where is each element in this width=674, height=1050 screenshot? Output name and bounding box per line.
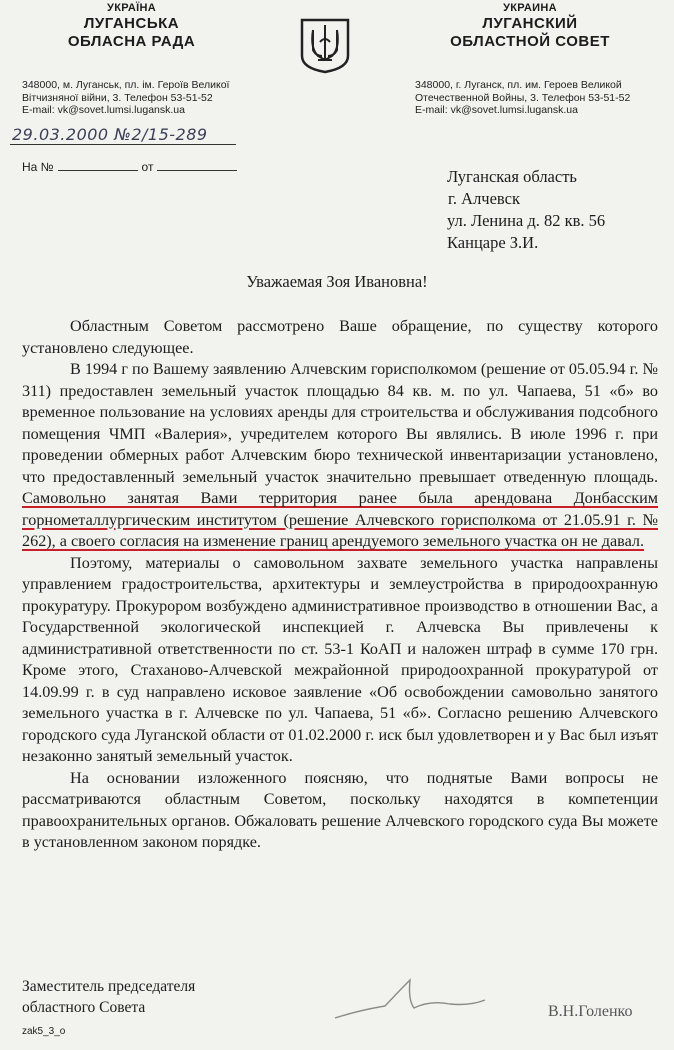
ref-ot-label: от xyxy=(141,160,154,174)
address-right-email: E-mail: vk@sovet.lumsi.lugansk.ua xyxy=(415,104,578,116)
greeting: Уважаемая Зоя Ивановна! xyxy=(246,272,428,291)
header-right-org-line2: ОБЛАСТНОЙ СОВЕТ xyxy=(450,33,610,50)
address-left-line1: 348000, м. Луганськ, пл. ім. Героїв Великої xyxy=(22,79,230,91)
header-left-org-line2: ОБЛАСНА РАДА xyxy=(67,33,196,50)
header-right-org-line1: ЛУГАНСКИЙ xyxy=(482,15,578,32)
recipient-line3: ул. Ленина д. 82 кв. 56 xyxy=(447,211,606,230)
address-left-email: E-mail: vk@sovet.lumsi.lugansk.ua xyxy=(22,104,185,116)
recipient-line4: Канцаре З.И. xyxy=(447,233,539,252)
paragraph-3: Поэтому, материалы о самовольном захвате земельного участка направлены управлением градостроительства, архитектуры и землеустройства в природоохранную прокуратуру. Прокурором возбуждено административное производство в отношении Вас, а Государственной экологической инспекцией г. Алчевска Вы привлечены к административной ответственности по ст. 53-1 КоАП и наложен штраф в сумме 170 грн. Кроме этого, Стаханово-Алчевской межрайонной природоохранной прокуратурой от 14.09.99 г. в суд направлено исковое заявление «Об освобождении самовольно занятого земельного участка в г. Алчевске по ул. Чапаева, 51 «б». Согласно решению Алчевского городского суда Луганской области от 01.02.2000 г. иск был удовлетворен и у Вас был изъят незаконно занятый земельный участок. xyxy=(22,553,658,765)
signature-title-line1: Заместитель председателя xyxy=(22,978,196,995)
address-left xyxy=(22,79,257,117)
letter-body xyxy=(22,316,658,854)
address-left-line2: Вітчизняної війни, 3. Телефон 53-51-52 xyxy=(22,91,213,104)
address-right-line1: 348000, г. Луганск, пл. им. Героев Великой xyxy=(415,79,622,91)
address-right xyxy=(415,79,665,117)
signature-title-line2: областного Совета xyxy=(22,999,146,1016)
header-right-country: УКРАИНА xyxy=(503,2,557,14)
ref-na-label: На № xyxy=(22,160,54,174)
ref-number-blank xyxy=(58,170,138,171)
header-right xyxy=(405,2,655,51)
handwritten-signature-icon xyxy=(330,970,490,1030)
paragraph-2-text: В 1994 г по Вашему заявлению Алчевским горисполкомом (решение от 05.05.94 г. № 311) предоставлен земельный участок площадью 84 кв. м. по ул. Чапаева, 51 «б» во временное пользование на условиях аренды для строительства и обслуживания подсобного помещения ЧМП «Валерия», учредителем которого Вы являлись. В июле 1996 г. при проведении обмерных работ Алчевским бюро технической инвентаризации установлено, что предоставленный земельный участок значительно превышает отведенную площадь. xyxy=(22,360,658,486)
ref-date-blank xyxy=(157,170,237,171)
signatory-name: В.Н.Голенко xyxy=(548,1003,633,1020)
recipient-block xyxy=(447,166,605,254)
reference-underline xyxy=(10,144,236,145)
header-left-country: УКРАЇНА xyxy=(107,2,156,14)
header-left-org-line1: ЛУГАНСЬКА xyxy=(83,15,180,32)
header-left xyxy=(14,2,249,51)
reference-line xyxy=(22,160,237,174)
paragraph-1: Областным Советом рассмотрено Ваше обращение, по существу которого установлено следующее. xyxy=(22,317,658,357)
signature-title xyxy=(22,976,195,1018)
recipient-line1: Луганская область xyxy=(447,167,577,186)
handwritten-reference: 29.03.2000 №2/15-289 xyxy=(12,125,208,144)
paragraph-2 xyxy=(22,359,658,553)
trident-emblem-icon xyxy=(298,16,352,74)
recipient-line2: г. Алчевск xyxy=(448,189,520,208)
paragraph-4: На основании изложенного поясняю, что поднятые Вами вопросы не рассматриваются областным Советом, поскольку находятся в компетенции правоохранительных органов. Обжаловать решение Алчевского городского суда Вы можете в установленном законом порядке. xyxy=(22,768,658,851)
paragraph-2-underlined: Самовольно занятая Вами территория ранее была арендована Донбасским горнометаллургическим институтом (решение Алчевского горисполкома от 21.05.91 г. № 262), а своего согласия на изменение границ арендуемого земельного участка он не давал. xyxy=(22,489,658,550)
footer-code: zak5_3_o xyxy=(22,1026,66,1037)
address-right-line2: Отечественной Войны, 3. Телефон 53-51-52 xyxy=(415,91,631,104)
